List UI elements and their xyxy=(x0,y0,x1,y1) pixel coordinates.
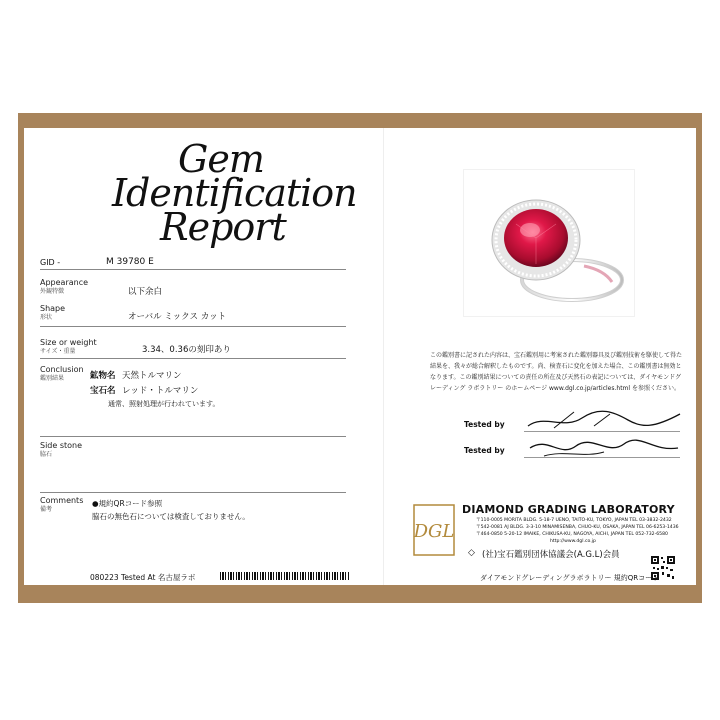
gem-value: レッド・トルマリン xyxy=(122,386,199,396)
signature-line-2 xyxy=(524,457,680,458)
comments-label-ja: 備考 xyxy=(40,506,53,513)
conclusion-label-ja: 鑑別結果 xyxy=(40,375,65,382)
mineral-key: 鉱物名 xyxy=(90,371,116,381)
address-tokyo: 〒110-0005 MORITA BLDG. 5-18-7 UENO, TAITO-KU, TOKYO, JAPAN TEL 03-3832-2432 xyxy=(476,518,672,523)
shape-divider xyxy=(40,326,346,327)
lab-name: DIAMOND GRADING LABORATORY xyxy=(462,503,675,516)
gid-divider xyxy=(40,269,346,270)
shape-value: オーバル ミックス カット xyxy=(128,312,227,322)
size-divider xyxy=(40,358,346,359)
tested-by-label-1: Tested by xyxy=(464,420,505,429)
gid-value: M 39780 E xyxy=(106,257,154,267)
shape-label-ja: 形状 xyxy=(40,314,53,321)
title-line-3: Report xyxy=(160,205,286,249)
appearance-label xyxy=(40,278,88,296)
treatment-note: 通常、照射処理が行われています。 xyxy=(108,400,220,408)
diamond-icon: ◇ xyxy=(468,548,475,558)
comment-line-2: 脇石の無色石については検査しておりません。 xyxy=(92,512,250,521)
dgl-logo-text: DGL xyxy=(413,521,455,542)
lab-website: http://www.dgl.co.jp xyxy=(550,539,596,544)
comments-label-en: Comments xyxy=(40,496,84,505)
conclusion-divider xyxy=(40,436,346,437)
signature-line-1 xyxy=(524,431,680,432)
gid-label: GID - xyxy=(40,258,61,267)
side-stone-label-en: Side stone xyxy=(40,441,83,450)
mineral-value: 天然トルマリン xyxy=(122,371,182,381)
ring-image xyxy=(464,170,634,316)
shape-label-en: Shape xyxy=(40,304,66,313)
appearance-label-ja: 外観特徴 xyxy=(40,288,65,295)
comments-label xyxy=(40,496,83,514)
dgl-logo-icon xyxy=(412,503,456,557)
comment-line-1: ●規約QRコード参照 xyxy=(92,499,163,508)
footer-lab-info: 080223 Tested At 名古屋ラボ xyxy=(90,573,196,582)
size-label-ja: サイズ・重量 xyxy=(40,348,76,355)
title-line-1: Gem xyxy=(178,137,264,181)
association-membership: (社)宝石鑑別団体協議会(A.G.L)会員 xyxy=(482,550,620,560)
notice-text: この鑑別書に記された内容は、宝石鑑別用に考案された鑑別器具及び鑑別技術を駆使して得た結果を、我々が総合解釈したものです。尚、検査石に変化を加えた場合、この鑑別書は無効となります。この鑑別結果についての責任の所在及び天然石の表記については、ダイヤモンドグレーディング ラボラトリー のホームページ www.dgl.co.jp/articles.html を参照ください。 xyxy=(430,352,683,392)
tested-by-label-2: Tested by xyxy=(464,446,505,455)
side-stone-label-ja: 脇石 xyxy=(40,451,53,458)
gem-photo xyxy=(464,170,634,316)
appearance-value: 以下余白 xyxy=(128,287,163,297)
report-card xyxy=(24,128,696,585)
side-stone-label xyxy=(40,441,82,459)
gem-key: 宝石名 xyxy=(90,386,116,396)
barcode-icon xyxy=(220,572,350,580)
side-stone-divider xyxy=(40,492,346,493)
size-label-en: Size or weight xyxy=(40,338,97,347)
conclusion-label-en: Conclusion xyxy=(40,365,84,374)
report-title xyxy=(112,137,357,249)
size-value: 3.34、0.36の刻印あり xyxy=(142,345,231,355)
appearance-label-en: Appearance xyxy=(40,278,89,287)
fold-line xyxy=(383,128,384,585)
conclusion-label xyxy=(40,365,84,383)
qr-caption: ダイアモンドグレーディングラボラトリー 規約QRコード xyxy=(480,574,660,582)
address-osaka: 〒542-0081 AJ BLDG. 3-3-10 MINAMISENBA, CHUO-KU, OSAKA, JAPAN TEL 06-6253-1436 xyxy=(476,525,679,530)
title-line-2: Identification xyxy=(112,171,357,215)
shape-label xyxy=(40,304,65,322)
lab-address xyxy=(476,517,679,545)
size-label xyxy=(40,338,97,356)
address-nagoya: 〒464-0850 5-20-12 IMAIKE, CHIKUSA-KU, NAGOYA, AICHI, JAPAN TEL 052-732-6580 xyxy=(476,532,668,537)
